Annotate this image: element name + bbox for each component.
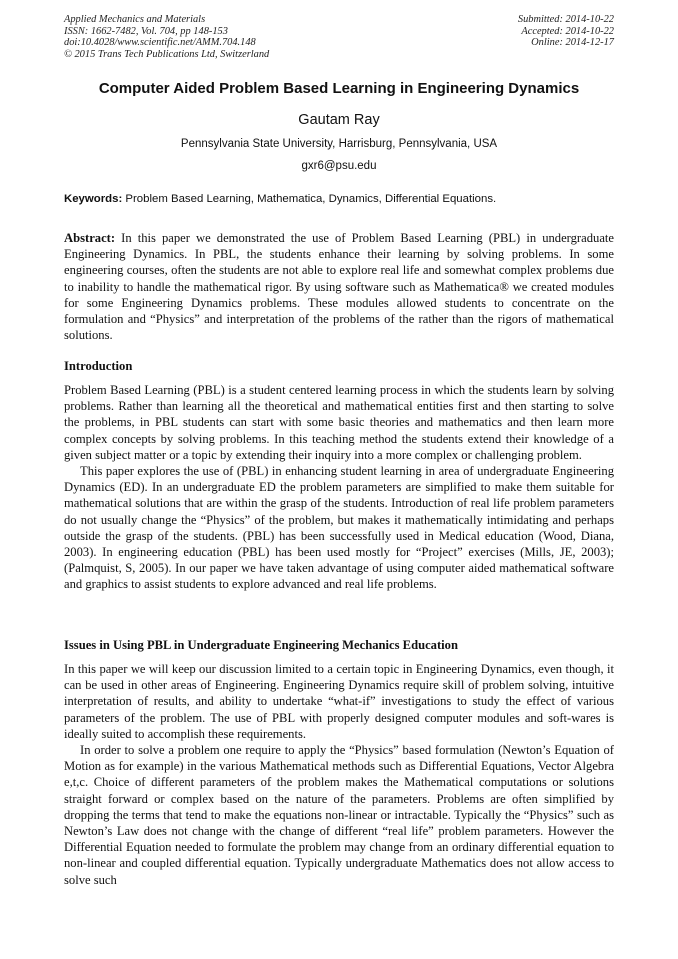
issues-heading: Issues in Using PBL in Undergraduate Engineering Mechanics Education (64, 638, 458, 652)
author-email: gxr6@psu.edu (301, 160, 377, 172)
abstract (64, 230, 614, 343)
introduction-section (64, 382, 614, 593)
journal-header-right (518, 14, 614, 49)
journal-name: Applied Mechanics and Materials (64, 14, 206, 25)
submitted-date: Submitted: 2014-10-22 (517, 14, 614, 25)
author-name: Gautam Ray (298, 112, 380, 128)
introduction-paragraph-2: This paper explores the use of (PBL) in enhancing student learning in area of undergraduate Engineering Dynamics (ED). In an undergraduate ED the problem parameters are simplified to make them suitable for mathematical solutions that are within the grasp of the students. Introduction of real life problem parameters do not usually change the “Physics” of the problem, but makes it mathematically intimidating and perhaps outside the grasp of the students. (PBL) has been successfully used in Medical education (Wood, Diana, 2003). In engineering education (PBL) has been used mostly for “Project” exercises (Mills, JE, 2003); (Palmquist, S, 2005). In our paper we have taken advantage of using computer aided mathematical software and graphics to assist students to explore advanced and real life problems. (64, 464, 614, 592)
issues-section (64, 661, 614, 888)
issues-paragraph-2: In order to solve a problem one require to apply the “Physics” based formulation (Newton’s Equation of Motion as for example) in the various Mathematical methods such as Differential Equations, Vector Algebra e,t,c. Choice of different parameters of the problem makes the Mathematical computations or solutions straight forward or complex based on the nature of the parameters. Problems are often simplified by dropping the terms that tend to make the equations non-linear or intractable. Typically the “Physics” such as Newton’s Law does not change with the change of different “real life” problem parameters. However the Differential Equation needed to formulate the problem may change from an ordinary differential equation to non-linear and coupled differential equation. Typically undergraduate Mathematics does not allow access to solve such (64, 743, 614, 887)
issues-paragraph-1: In this paper we will keep our discussion limited to a certain topic in Engineering Dynamics, even though, it can be used in other areas of Engineering. Engineering Dynamics require skill of problem solving, intuitive interpretation of results, and ability to undertake “what-if” investigations to study the effect of various parameters of the problem. The use of PBL with properly designed computer modules and soft-wares is ideally suited to accomplish these requirements. (64, 662, 614, 741)
journal-copyright: © 2015 Trans Tech Publications Ltd, Switzerland (64, 48, 270, 60)
keywords-label: Keywords: (64, 193, 123, 205)
journal-issn: ISSN: 1662-7482, Vol. 704, pp 148-153 (64, 25, 228, 37)
introduction-paragraph-1: Problem Based Learning (PBL) is a student centered learning process in which the students learn by solving problems. Rather than learning all the theoretical and mathematical entities first and then starting to solve the problems, in PBL students can start with some basic theories and mathematics and then learn more complex concepts by solving problems. In this teaching method the students extend their knowledge of a given subject matter or a topic by extending their inquiry into a more complex or challenging problem. (64, 383, 614, 462)
introduction-heading: Introduction (64, 359, 133, 373)
accepted-date: Accepted: 2014-10-22 (521, 25, 614, 37)
abstract-text: In this paper we demonstrated the use of Problem Based Learning (PBL) in undergraduate Engineering Dynamics. In PBL, the students enhance their learning by solving problems. In some engineering courses, often the students are not able to explore real life and somewhat complex problems due to inability to handle the mathematical rigor. By using software such as Mathematica® we created modules for some Engineering Dynamics problems. These modules allowed students to concentrate on the formulation and “Physics” and interpretation of the problems of the rather than the rigors of mathematical solutions. (64, 231, 614, 343)
online-date: Online: 2014-12-17 (531, 37, 614, 49)
keywords (64, 193, 614, 205)
author-affiliation: Pennsylvania State University, Harrisburg, Pennsylvania, USA (180, 138, 498, 150)
paper-title: Computer Aided Problem Based Learning in Engineering Dynamics (98, 80, 580, 97)
keywords-text: Problem Based Learning, Mathematica, Dynamics, Differential Equations. (122, 193, 497, 205)
journal-header-left (64, 14, 269, 60)
abstract-label: Abstract: (64, 231, 116, 245)
journal-doi: doi:10.4028/www.scientific.net/AMM.704.148 (64, 37, 256, 49)
